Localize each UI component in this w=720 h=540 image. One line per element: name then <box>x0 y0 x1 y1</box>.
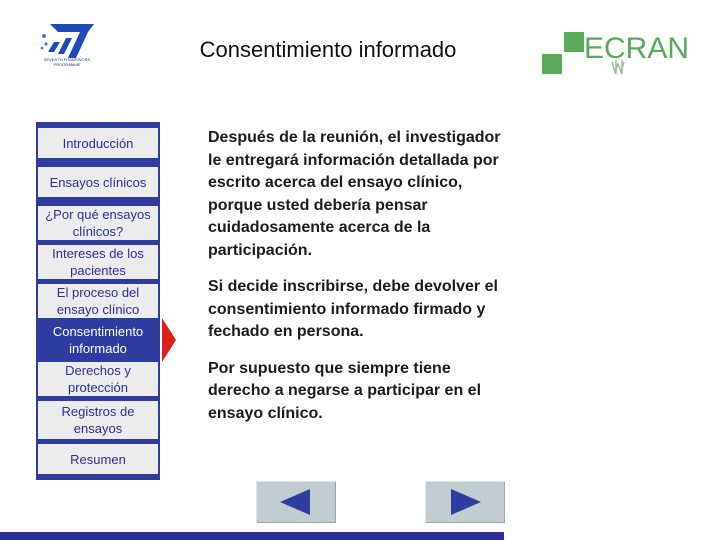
nav-item-intereses[interactable]: Intereses de los pacientes <box>38 245 158 279</box>
nav-item-consentimiento[interactable]: Consentimiento informado <box>38 323 158 357</box>
nav-item-proceso[interactable]: El proceso del ensayo clínico <box>38 284 158 318</box>
nav-item-introduccion[interactable]: Introducción <box>38 128 158 158</box>
bottom-bar <box>0 532 504 540</box>
nav-item-por-que[interactable]: ¿Por qué ensayos clínicos? <box>38 206 158 240</box>
nav-item-registros[interactable]: Registros de ensayos <box>38 401 158 439</box>
content-paragraph: Por supuesto que siempre tiene derecho a negarse a participar en el ensayo clínico. <box>208 359 482 422</box>
active-indicator-arrow-icon <box>162 318 176 362</box>
triangle-left-icon <box>280 489 310 515</box>
sidebar-nav <box>36 122 160 480</box>
fp7-logo-text: SEVENTH FRAMEWORK PROGRAMME <box>43 57 91 67</box>
triangle-right-icon <box>451 489 481 515</box>
previous-button[interactable] <box>256 481 336 523</box>
nav-item-derechos[interactable]: Derechos y protección <box>38 362 158 396</box>
ecran-logo-text: ECRAN <box>584 32 690 65</box>
nav-item-resumen[interactable]: Resumen <box>38 444 158 474</box>
content-paragraph: Si decide inscribirse, debe devolver el consentimiento informado firmado y fechado en persona. <box>208 278 498 340</box>
nav-item-ensayos-clinicos[interactable]: Ensayos clínicos <box>38 167 158 197</box>
main-content <box>208 127 508 439</box>
page-title: Consentimiento informado <box>199 37 457 62</box>
next-button[interactable] <box>425 481 505 523</box>
content-paragraph: Después de la reunión, el investigador le entregará información detallada por escrito acerca del ensayo clínico, porque usted debería pensar cuidadosamente acerca de la participación. <box>208 129 501 259</box>
ecran-logo-icon <box>540 30 690 80</box>
